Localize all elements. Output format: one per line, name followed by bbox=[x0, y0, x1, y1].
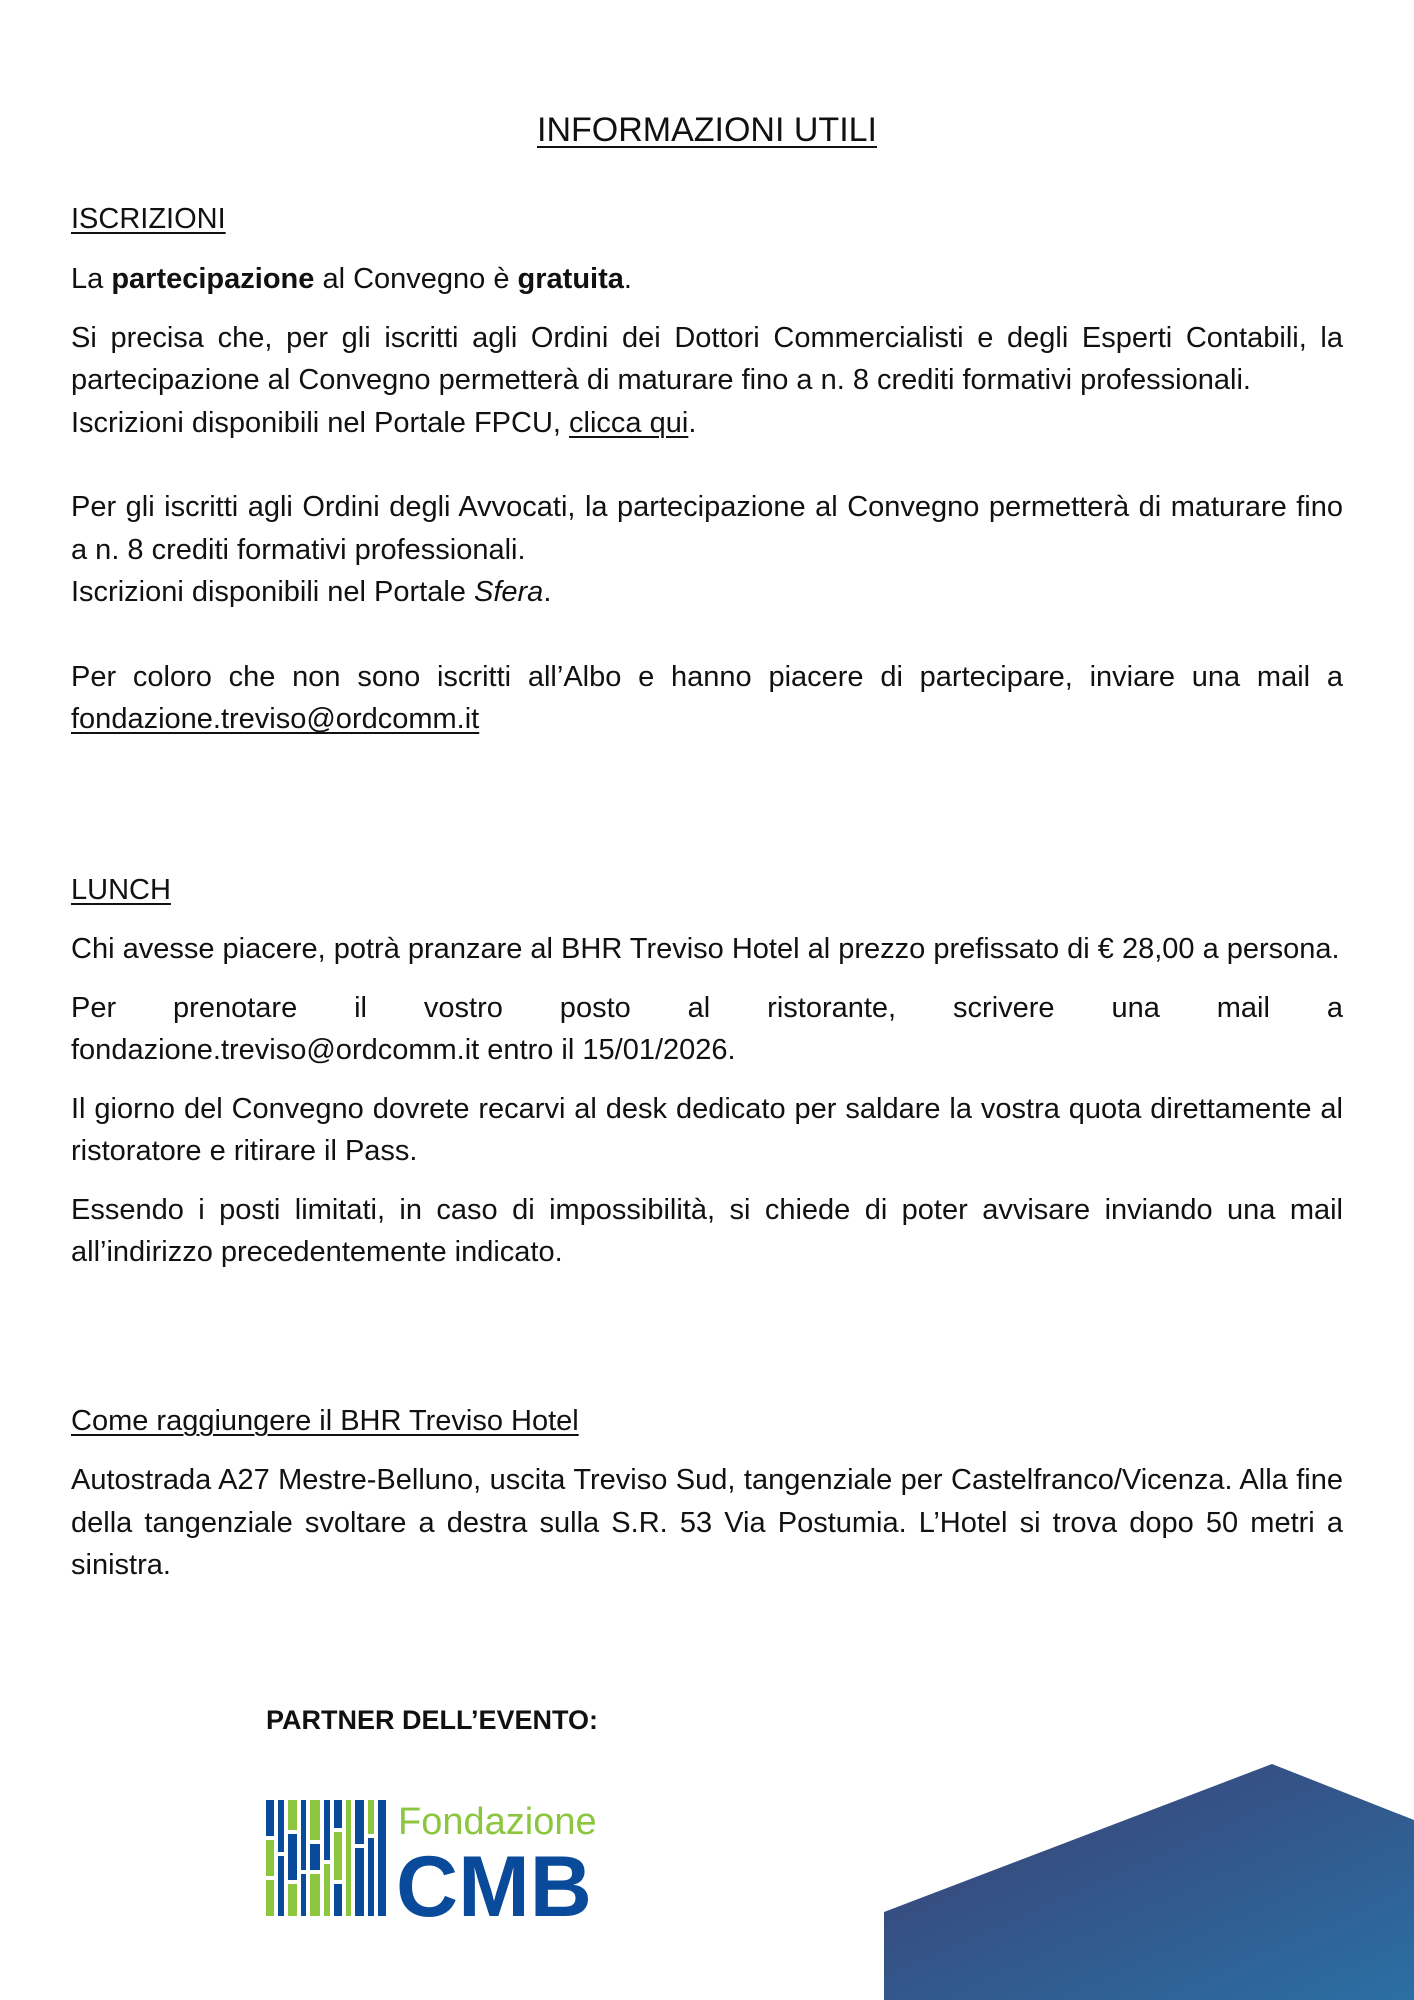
lunch-cancellation-paragraph: Essendo i posti limitati, in caso di impossibilità, si chiede di poter avvisare inviando una mail all’indirizzo precedentemente indicato. bbox=[71, 1193, 1343, 1268]
free-participation-paragraph: La partecipazione al Convegno è gratuita. bbox=[71, 263, 632, 295]
commercialisti-paragraph: Si precisa che, per gli iscritti agli Ordini dei Dottori Commercialisti e degli Esperti Contabili, la partecipazione al Convegno permetterà di maturare fino a n. 8 crediti formativi professionali. bbox=[71, 321, 1343, 396]
lunch-desk-paragraph: Il giorno del Convegno dovrete recarvi al desk dedicato per saldare la vostra quota direttamente al ristoratore e ritirare il Pass. bbox=[71, 1092, 1343, 1167]
non-iscritti-paragraph: Per coloro che non sono iscritti all’Albo e hanno piacere di partecipare, inviare una mail a bbox=[71, 660, 1343, 693]
lunch-section bbox=[71, 928, 1343, 1274]
email-link[interactable]: fondazione.treviso@ordcomm.it bbox=[71, 703, 480, 735]
barcode-icon bbox=[266, 1800, 386, 1916]
directions-section bbox=[71, 1459, 1343, 1587]
decorative-corner-shape bbox=[884, 1764, 1414, 2000]
lunch-booking-line-2: fondazione.treviso@ordcomm.it entro il 15/01/2026. bbox=[71, 1034, 736, 1066]
partner-label: PARTNER DELL’EVENTO: bbox=[266, 1705, 599, 1735]
directions-paragraph: Autostrada A27 Mestre-Belluno, uscita Treviso Sud, tangenziale per Castelfranco/Vicenza. Alla fine della tangenziale svoltare a destra sulla S.R. 53 Via Postumia. L’Hotel si trova dopo 50 metri a sinistra. bbox=[71, 1464, 1343, 1581]
page-title: INFORMAZIONI UTILI bbox=[537, 111, 877, 149]
lunch-booking-line-1: Per prenotare il vostro posto al ristorante, scrivere una mail a bbox=[71, 991, 1343, 1024]
iscrizioni-section bbox=[71, 258, 1343, 741]
fondazione-cmb-logo bbox=[266, 1796, 626, 1922]
sfera-registration-line: Iscrizioni disponibili nel Portale Sfera. bbox=[71, 576, 552, 608]
section-heading-directions: Come raggiungere il BHR Treviso Hotel bbox=[71, 1405, 579, 1437]
lunch-price-paragraph: Chi avesse piacere, potrà pranzare al BHR Treviso Hotel al prezzo prefissato di € 28,00 a persona. bbox=[71, 933, 1340, 965]
section-heading-lunch: LUNCH bbox=[71, 874, 171, 906]
section-heading-iscrizioni: ISCRIZIONI bbox=[71, 203, 226, 235]
logo-text-cmb: CMB bbox=[396, 1839, 592, 1922]
logo-text-fondazione: Fondazione bbox=[398, 1801, 597, 1843]
clicca-qui-link[interactable]: clicca qui bbox=[569, 406, 689, 439]
avvocati-paragraph: Per gli iscritti agli Ordini degli Avvocati, la partecipazione al Convegno permetterà di maturare fino a n. 8 crediti formativi professionali. bbox=[71, 491, 1343, 566]
fpcu-registration-line: Iscrizioni disponibili nel Portale FPCU, clicca qui. bbox=[71, 406, 697, 439]
